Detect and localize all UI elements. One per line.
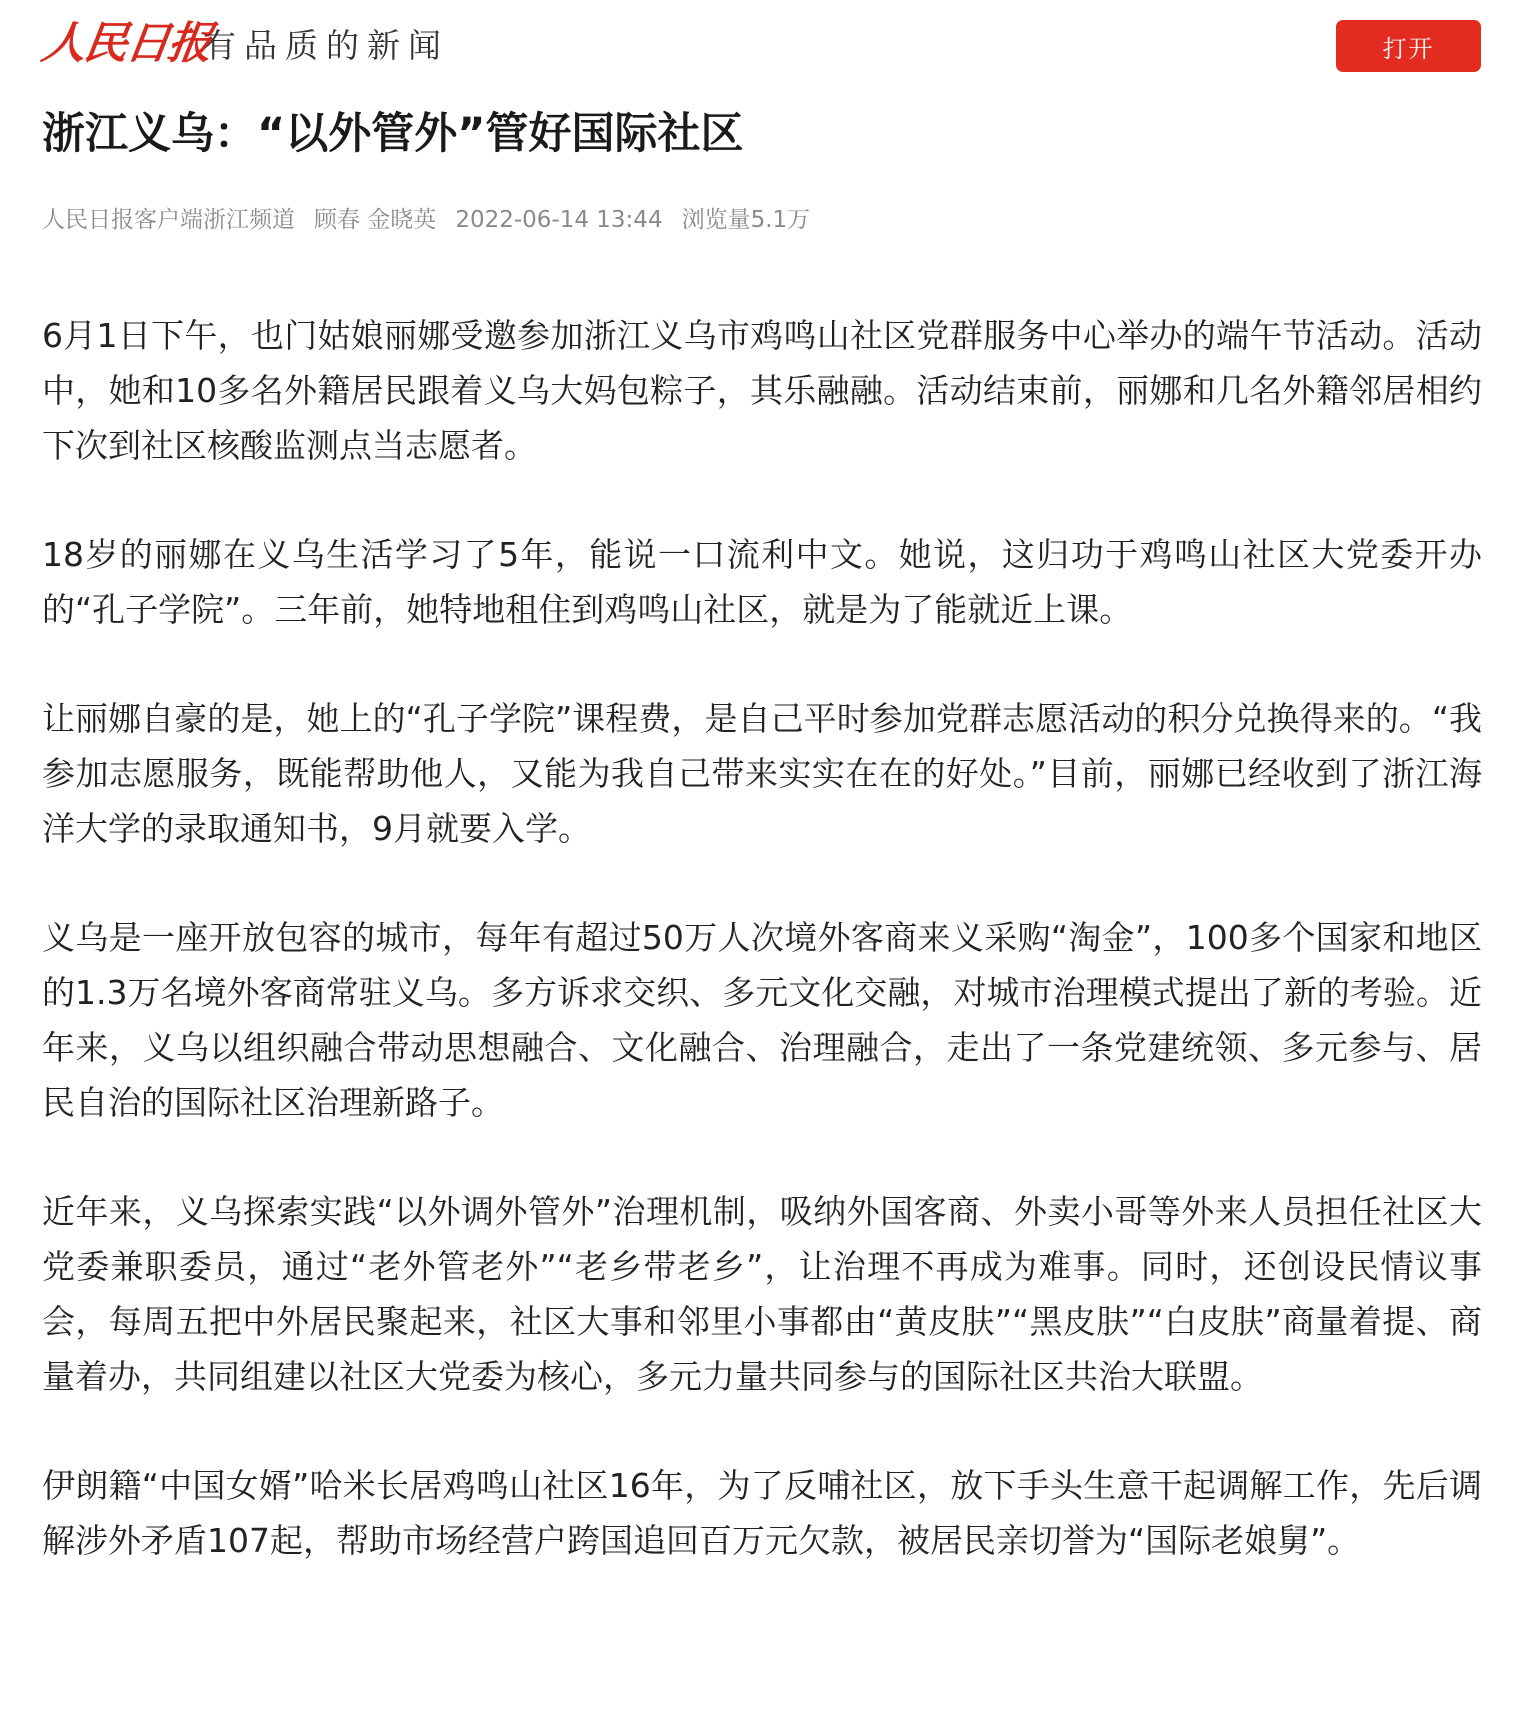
people-daily-logo[interactable] — [38, 14, 214, 74]
source-link[interactable]: 人民日报客户端浙江频道 — [42, 207, 295, 233]
logo-text: 人民日报 — [38, 18, 214, 69]
view-count: 浏览量5.1万 — [681, 207, 811, 233]
paragraph: 近年来，义乌探索实践“以外调外管外”治理机制，吸纳外国客商、外卖小哥等外来人员担任社区大党委兼职委员，通过“老外管老外”“老乡带老乡”，让治理不再成为难事。同时，还创设民情议事会，每周五把中外居民聚起来，社区大事和邻里小事都由“黄皮肤”“黑皮肤”“白皮肤”商量着提、商量着办，共同组建以社区大党委为核心，多元力量共同参与的国际社区共治大联盟。 — [42, 1192, 1482, 1396]
top-bar — [0, 0, 1530, 96]
paragraph: 伊朗籍“中国女婿”哈米长居鸡鸣山社区16年，为了反哺社区，放下手头生意干起调解工作，先后调解涉外矛盾107起，帮助市场经营户跨国追回百万元欠款，被居民亲切誉为“国际老娘舅”。 — [42, 1466, 1482, 1560]
paragraph: 18岁的丽娜在义乌生活学习了5年，能说一口流利中文。她说，这归功于鸡鸣山社区大党委开办的“孔子学院”。三年前，她特地租住到鸡鸣山社区，就是为了能就近上课。 — [42, 535, 1482, 629]
article-title: 浙江义乌：“以外管外”管好国际社区 — [42, 109, 744, 159]
article-meta — [42, 200, 829, 240]
slogan: 有品质的新闻 — [203, 26, 449, 65]
paragraph: 让丽娜自豪的是，她上的“孔子学院”课程费，是自己平时参加党群志愿活动的积分兑换得来的。“我参加志愿服务，既能帮助他人，又能为我自己带来实实在在的好处。”目前，丽娜已经收到了浙江海洋大学的录取通知书，9月就要入学。 — [42, 699, 1482, 848]
open-app-button[interactable]: 打开 — [1336, 20, 1481, 72]
article-body — [42, 308, 1482, 1622]
authors: 顾春 金晓英 — [314, 207, 437, 233]
paragraph: 6月1日下午，也门姑娘丽娜受邀参加浙江义乌市鸡鸣山社区党群服务中心举办的端午节活动。活动中，她和10多名外籍居民跟着义乌大妈包粽子，其乐融融。活动结束前，丽娜和几名外籍邻居相约下次到社区核酸监测点当志愿者。 — [42, 316, 1482, 465]
paragraph: 义乌是一座开放包容的城市，每年有超过50万人次境外客商来义采购“淘金”，100多个国家和地区的1.3万名境外客商常驻义乌。多方诉求交织、多元文化交融，对城市治理模式提出了新的考验。近年来，义乌以组织融合带动思想融合、文化融合、治理融合，走出了一条党建统领、多元参与、居民自治的国际社区治理新路子。 — [42, 918, 1482, 1122]
publish-datetime: 2022-06-14 13:44 — [455, 207, 663, 233]
